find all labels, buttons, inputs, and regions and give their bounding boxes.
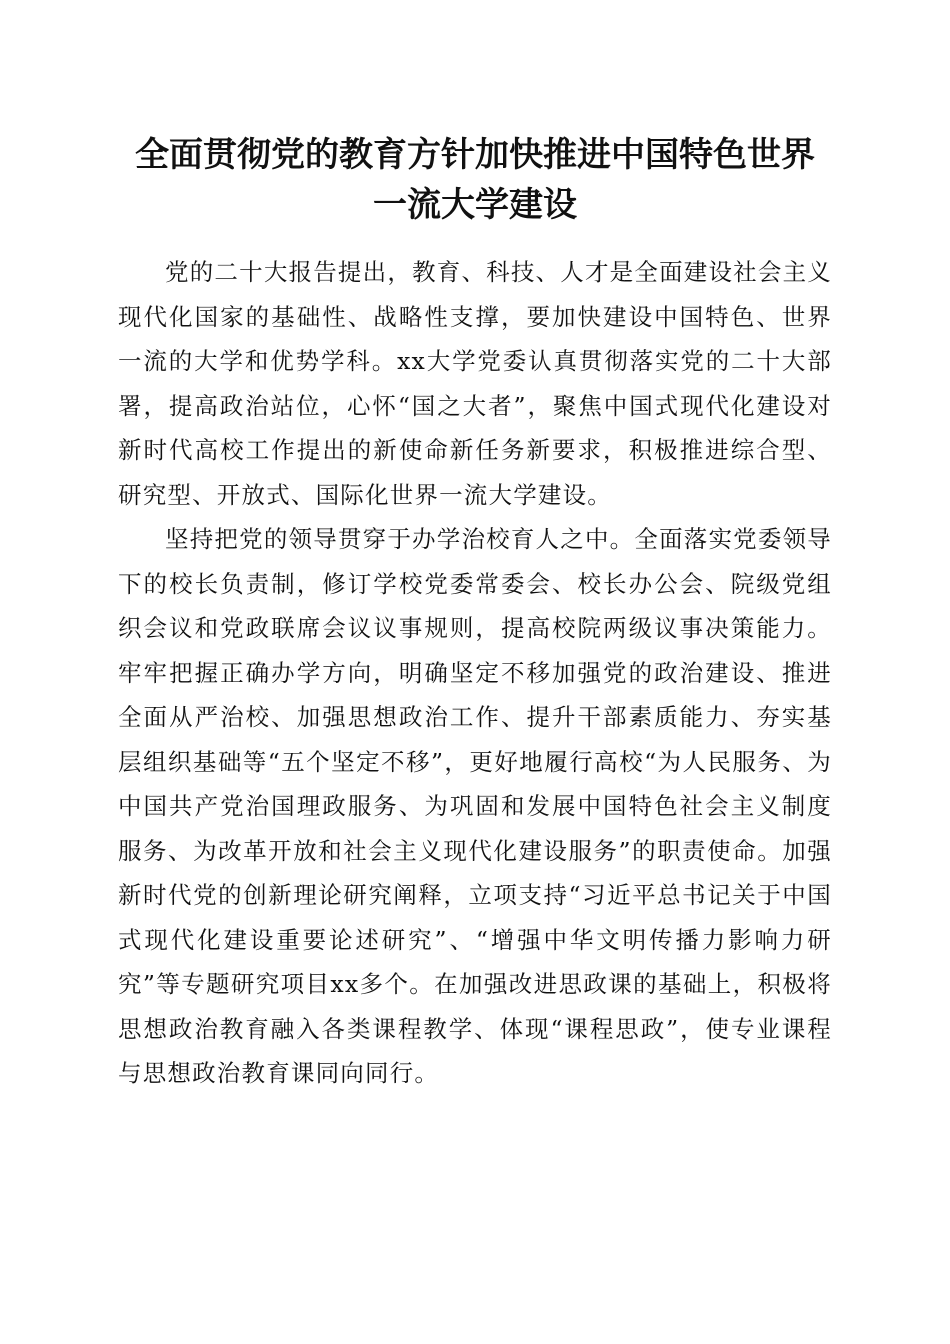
document-title (100, 130, 850, 230)
paragraph-intro: 党的二十大报告提出，教育、科技、人才是全面建设社会主义现代化国家的基础性、战略性支撑，要加快建设中国特色、世界一流的大学和优势学科。xx大学党委认真贯彻落实党的二十大部署，提高政治站位，心怀“国之大者”，聚焦中国式现代化建设对新时代高校工作提出的新使命新任务新要求，积极推进综合型、研究型、开放式、国际化世界一流大学建设。 (118, 258, 832, 509)
paragraph-party-leadership: 坚持把党的领导贯穿于办学治校育人之中。全面落实党委领导下的校长负责制，修订学校党委常委会、校长办公会、院级党组织会议和党政联席会议议事规则，提高校院两级议事决策能力。牢牢把握正确办学方向，明确坚定不移加强党的政治建设、推进全面从严治校、加强思想政治工作、提升干部素质能力、夯实基层组织基础等“五个坚定不移”，更好地履行高校“为人民服务、为中国共产党治国理政服务、为巩固和发展中国特色社会主义制度服务、为改革开放和社会主义现代化建设服务”的职责使命。加强新时代党的创新理论研究阐释，立项支持“习近平总书记关于中国式现代化建设重要论述研究”、“增强中华文明传播力影响力研究”等专题研究项目xx多个。在加强改进思政课的基础上，积极将思想政治教育融入各类课程教学、体现“课程思政”，使专业课程与思想政治教育课同向同行。 (118, 525, 832, 1087)
title-line-1: 全面贯彻党的教育方针加快推进中国特色世界 (135, 135, 815, 175)
title-line-2: 一流大学建设 (373, 185, 577, 225)
document-body (118, 250, 832, 1096)
